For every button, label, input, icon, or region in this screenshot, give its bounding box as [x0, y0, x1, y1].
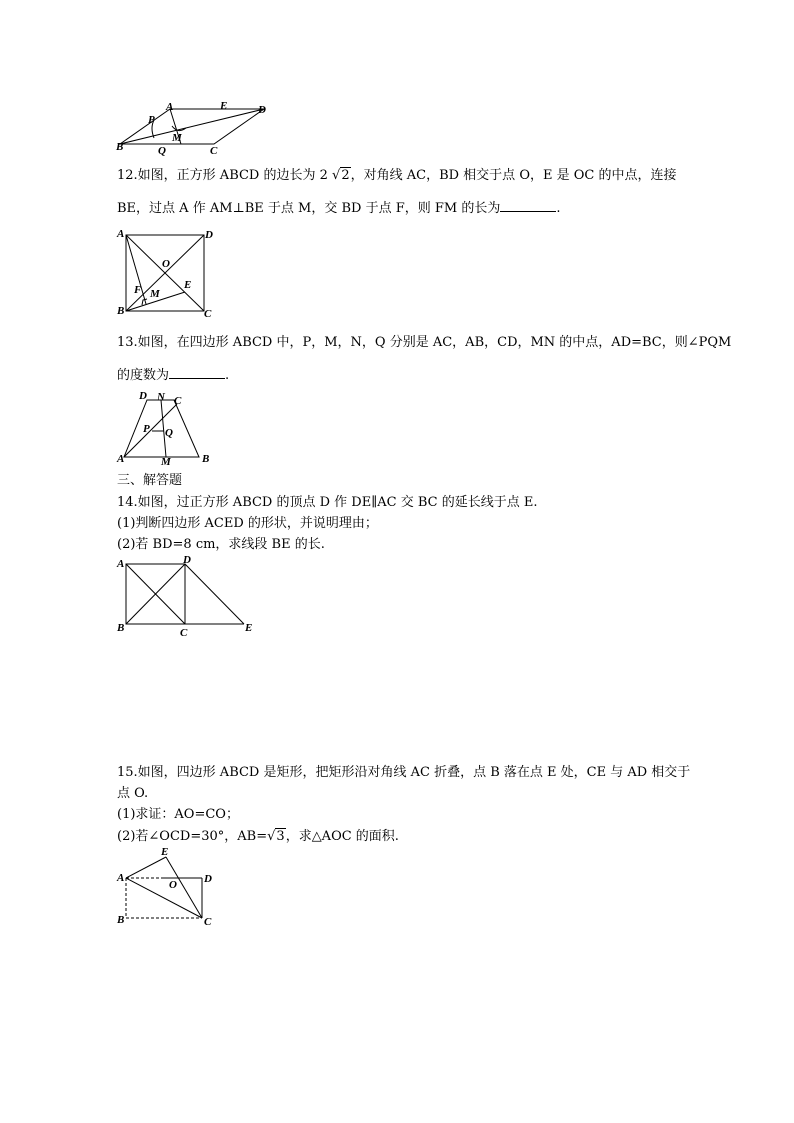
label-M: M	[172, 132, 182, 144]
q12-text-pre: 12.如图，正方形 ABCD 的边长为 2	[117, 168, 333, 183]
q14-line2: (1)判断四边形 ACED 的形状，并说明理由；	[117, 516, 378, 531]
label-A: A	[166, 101, 174, 113]
label-P: P	[148, 114, 155, 126]
label-F: F	[134, 284, 142, 296]
q15-text-pre: (2)若∠OCD=30°，AB=	[117, 829, 268, 844]
sqrt-value: 3	[276, 829, 285, 844]
label-B: B	[117, 914, 125, 926]
q15-line3: (1)求证：AO=CO；	[117, 807, 239, 822]
label-O: O	[162, 258, 170, 270]
label-E: E	[161, 846, 169, 858]
q13-period: .	[225, 368, 230, 383]
label-E: E	[220, 100, 228, 112]
q15-text-post: ，求△AOC 的面积.	[285, 829, 399, 844]
answer-blank-q13[interactable]	[169, 366, 225, 379]
q15-line2: 点 O.	[117, 786, 149, 801]
label-E: E	[245, 622, 253, 634]
label-D: D	[258, 104, 266, 116]
section-title: 三、解答题	[117, 473, 183, 488]
sqrt-sign: √	[332, 168, 341, 183]
label-D: D	[183, 554, 191, 566]
q13-line1: 13.如图，在四边形 ABCD 中，P，M，N，Q 分别是 AC，AB，CD，MN 的中点，AD=BC，则∠PQM	[117, 335, 732, 350]
label-B: B	[116, 141, 124, 153]
label-A: A	[117, 872, 125, 884]
sqrt-2	[332, 167, 351, 185]
label-B: B	[117, 305, 125, 317]
q12-text-post: ，对角线 AC，BD 相交于点 O，E 是 OC 的中点，连接	[350, 168, 677, 183]
label-C: C	[204, 916, 212, 928]
label-C: C	[180, 627, 188, 639]
sqrt-value: 2	[341, 168, 350, 183]
label-E: E	[184, 279, 192, 291]
figure-q13-quadrilateral	[114, 388, 214, 466]
q12-period: .	[556, 201, 561, 216]
q14-line3: (2)若 BD=8 cm，求线段 BE 的长.	[117, 537, 325, 552]
label-B: B	[202, 453, 210, 465]
label-Q: Q	[165, 427, 173, 439]
label-N: N	[157, 391, 165, 403]
q15-line1: 15.如图，四边形 ABCD 是矩形，把矩形沿对角线 AC 折叠，点 B 落在点 E 处，CE 与 AD 相交于	[117, 765, 691, 780]
label-M: M	[161, 456, 171, 468]
q13-text-2: 的度数为	[117, 368, 170, 383]
q12-line1	[117, 167, 676, 185]
label-A: A	[117, 453, 125, 465]
figure-q15-rectangle-fold	[114, 843, 224, 929]
q13-line2	[117, 366, 229, 385]
sqrt-3	[267, 828, 286, 846]
answer-blank-q12[interactable]	[500, 199, 556, 212]
label-O: O	[169, 879, 177, 891]
label-A: A	[117, 228, 125, 240]
figure-q14-square	[114, 553, 259, 637]
label-Q: Q	[158, 145, 166, 157]
label-D: D	[205, 229, 213, 241]
label-A: A	[117, 558, 125, 570]
label-C: C	[174, 395, 182, 407]
label-B: B	[117, 622, 125, 634]
q14-line1: 14.如图，过正方形 ABCD 的顶点 D 作 DE∥AC 交 BC 的延长线于点 E.	[117, 495, 538, 510]
q12-text-2: BE，过点 A 作 AM⊥BE 于点 M，交 BD 于点 F，则 FM 的长为	[117, 201, 501, 216]
label-C: C	[210, 145, 218, 157]
label-C: C	[204, 308, 212, 320]
figure-q12-square	[114, 226, 220, 320]
label-P: P	[143, 423, 150, 435]
figure-q11-parallelogram	[112, 98, 272, 156]
label-D: D	[139, 390, 147, 402]
label-D: D	[204, 873, 212, 885]
sqrt-sign: √	[267, 829, 276, 844]
q12-line2	[117, 199, 561, 218]
label-M: M	[150, 288, 160, 300]
